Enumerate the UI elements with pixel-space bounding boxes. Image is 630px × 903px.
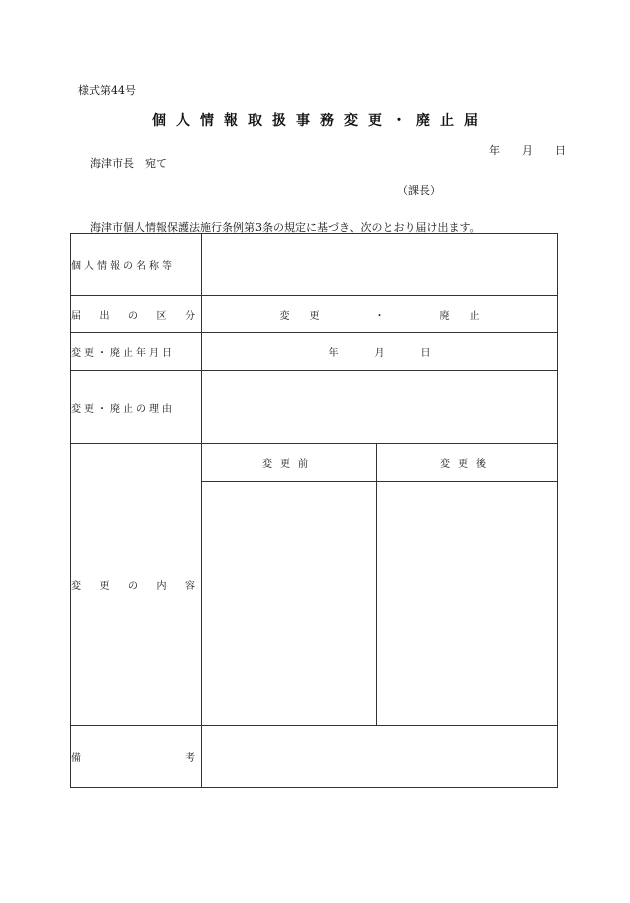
kind-separator: ・ bbox=[374, 310, 385, 322]
row-notification-kind bbox=[71, 296, 558, 333]
remarks-field[interactable] bbox=[202, 726, 558, 788]
notification-kind-field[interactable] bbox=[202, 296, 558, 333]
row-remarks bbox=[71, 726, 558, 788]
after-change-header: 変更後 bbox=[377, 444, 558, 482]
change-date-label: 変更・廃止年月日 bbox=[71, 333, 202, 371]
change-date-month: 月 bbox=[374, 348, 385, 359]
change-content-label: 変更の内容 bbox=[71, 444, 202, 726]
row-change-reason bbox=[71, 371, 558, 444]
document-title: 個人情報取扱事務変更・廃止届 bbox=[152, 113, 488, 129]
row-personal-info-name bbox=[71, 234, 558, 296]
remarks-label: 備考 bbox=[71, 726, 202, 788]
row-content-header bbox=[71, 444, 558, 482]
personal-info-name-label: 個人情報の名称等 bbox=[71, 234, 202, 296]
submission-date bbox=[489, 142, 566, 158]
date-day-label: 日 bbox=[555, 144, 566, 157]
date-year-label: 年 bbox=[489, 144, 500, 157]
kind-change-option[interactable]: 変 更 bbox=[279, 310, 320, 322]
personal-info-name-field[interactable] bbox=[202, 234, 558, 296]
intro-text: 海津市個人情報保護法施行条例第3条の規定に基づき、次のとおり届け出ます。 bbox=[90, 221, 481, 234]
after-change-field[interactable] bbox=[377, 482, 558, 726]
notification-kind-label: 届出の区分 bbox=[71, 296, 202, 333]
date-month-label: 月 bbox=[522, 144, 533, 157]
before-change-header: 変更前 bbox=[202, 444, 377, 482]
change-date-day: 日 bbox=[420, 348, 431, 359]
change-reason-field[interactable] bbox=[202, 371, 558, 444]
row-change-date bbox=[71, 333, 558, 371]
change-date-year: 年 bbox=[328, 348, 339, 359]
addressee: 海津市長 宛て bbox=[90, 157, 167, 170]
section-chief: （課長） bbox=[397, 184, 441, 197]
notification-form-table bbox=[70, 233, 558, 788]
before-change-field[interactable] bbox=[202, 482, 377, 726]
change-reason-label: 変更・廃止の理由 bbox=[71, 371, 202, 444]
form-number: 様式第44号 bbox=[78, 84, 136, 97]
change-date-field[interactable] bbox=[202, 333, 558, 371]
kind-abolish-option[interactable]: 廃 止 bbox=[439, 310, 480, 322]
